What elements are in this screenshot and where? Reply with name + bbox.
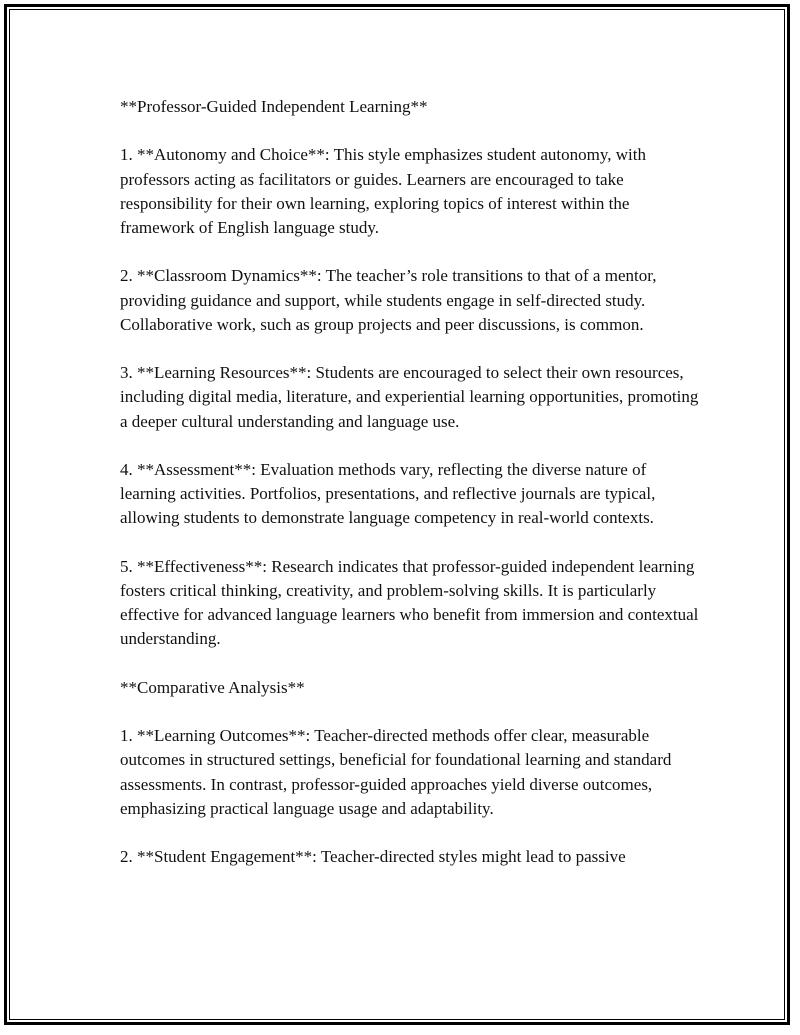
page-frame xyxy=(4,4,790,1025)
paragraph-learning-outcomes: 1. **Learning Outcomes**: Teacher-directed methods offer clear, measurable outcomes in structured settings, beneficial for foundational learning and standard assessments. In contrast, professor-guided approaches yield diverse outcomes, emphasizing practical language usage and adaptability. xyxy=(120,726,672,818)
section-heading-professor-guided: **Professor-Guided Independent Learning** xyxy=(120,97,428,116)
paragraph-autonomy-and-choice: 1. **Autonomy and Choice**: This style emphasizes student autonomy, with professors acting as facilitators or guides. Learners are encouraged to take responsibility for their own learning, exploring topics of interest within the framework of English language study. xyxy=(120,145,646,237)
paragraph-student-engagement: 2. **Student Engagement**: Teacher-directed styles might lead to passive xyxy=(120,847,626,867)
paragraph-classroom-dynamics: 2. **Classroom Dynamics**: The teacher’s role transitions to that of a mentor, providing guidance and support, while students engage in self-directed study. Collaborative work, such as group projects and peer discussions, is common. xyxy=(120,266,657,334)
section-heading-comparative-analysis: **Comparative Analysis** xyxy=(120,677,305,697)
paragraph-assessment: 4. **Assessment**: Evaluation methods vary, reflecting the diverse nature of learning activities. Portfolios, presentations, and reflective journals are typical, allowing students to demonstrate language competency in real-world contexts. xyxy=(120,459,656,528)
paragraph-learning-resources: 3. **Learning Resources**: Students are encouraged to select their own resources, including digital media, literature, and experiential learning opportunities, promoting a deeper cultural understanding and language use. xyxy=(120,363,699,431)
document-body xyxy=(120,95,700,894)
paragraph-effectiveness: 5. **Effectiveness**: Research indicates that professor-guided independent learning fosters critical thinking, creativity, and problem-solving skills. It is particularly effective for advanced language learners who benefit from immersion and contextual understanding. xyxy=(120,556,699,649)
